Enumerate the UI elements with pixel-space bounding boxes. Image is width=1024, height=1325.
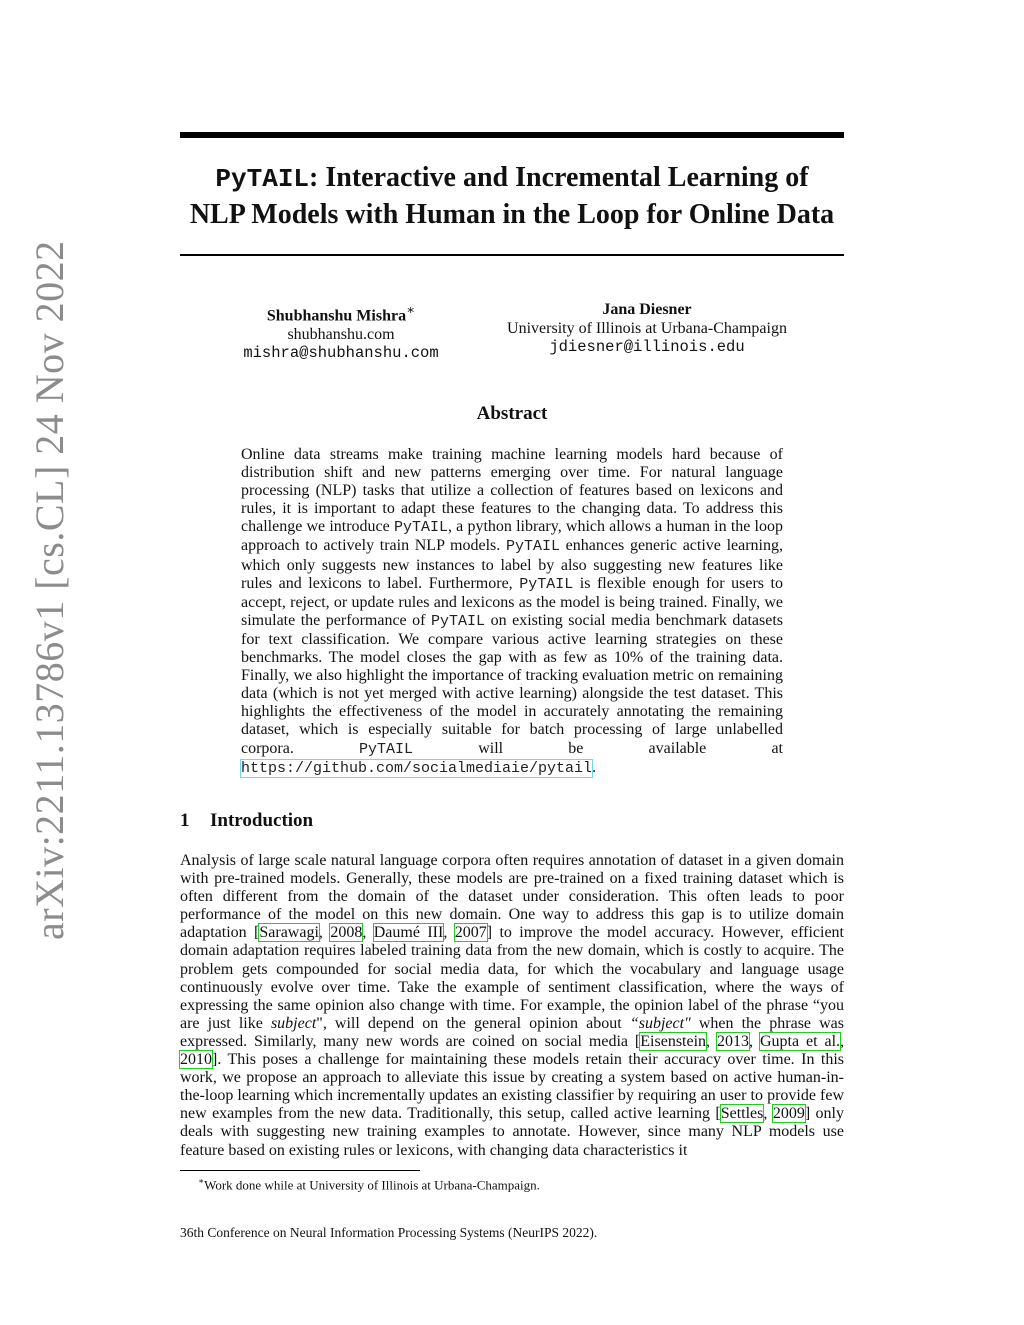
abstract-text: is flexible enough for users to accept, reject, or update rules and lexicons as the model is being trained. Finally, we simulate the performance of: [241, 574, 784, 629]
footnote: [198, 1176, 540, 1193]
abstract-heading: Abstract: [476, 403, 548, 424]
abstract-text: enhances generic active learning, which only suggests new instances to label by also suggesting new features like rules and lexicons to label. Furthermore,: [241, 537, 784, 592]
abstract-body: [241, 446, 783, 778]
intro-text: ] to improve the model accuracy. However, efficient domain adaptation requires labeled training data from the new domain, which is costly to acquire. The problem gets compounded for social media data, for which the vocabulary and language usage continuously evolve over time. Take the example of sentiment classification, where the ways of expressing the same opinion also change with time. For example, the opinion label of the phrase “you are just like: [180, 924, 844, 1032]
footnote-mark: ∗: [198, 1176, 205, 1186]
code-pytail: PyTAIL: [359, 740, 414, 758]
citation-link[interactable]: Daumé III: [373, 924, 444, 942]
title-line1: : Interactive and Incremental Learning of: [309, 162, 809, 193]
intro-text: Analysis of large scale natural language corpora often requires annotation of dataset in a given domain with pre-trained models. Generally, these models are pre-trained on a fixed training dataset which is often different from the domain of the dataset under consideration. This often leads to poor performance of the model on this new domain. One way to address this gap is to utilize domain adaptation [: [180, 852, 844, 942]
citation-link[interactable]: 2009: [772, 1105, 805, 1123]
author-email: jdiesner@illinois.edu: [549, 338, 745, 356]
intro-italic: “subject": [629, 1014, 691, 1032]
citation-link[interactable]: Sarawagi: [259, 924, 319, 942]
abstract-text: , a python library, which allows a human in the loop approach to actively train NLP models.: [241, 518, 783, 555]
section-number: 1: [180, 810, 190, 831]
footnote-rule: [180, 1170, 420, 1171]
title-line2: NLP Models with Human in the Loop for Online Data: [189, 199, 835, 230]
author-footnote-mark: ∗: [406, 302, 416, 317]
citation-link[interactable]: Settles: [720, 1105, 764, 1123]
author-name: Jana Diesner: [602, 301, 692, 318]
conference-note: 36th Conference on Neural Information Processing Systems (NeurIPS 2022).: [180, 1225, 598, 1240]
intro-text: ", will depend on the general opinion about: [316, 1014, 630, 1032]
citation-link[interactable]: 2007: [454, 924, 487, 942]
abstract-text: will be available at: [413, 739, 784, 757]
author-name: Shubhanshu Mishra: [266, 307, 407, 325]
intro-text: ] only deals with suggesting new training examples to annotate. However, since many NLP models use feature based on existing rules or lexicons, with changing data characteristics it: [180, 1105, 845, 1159]
paper-title: [150, 160, 874, 233]
title-rule-bottom: [180, 254, 844, 256]
author-affiliation: shubhanshu.com: [287, 326, 395, 344]
title-code: PyTAIL: [215, 164, 310, 194]
code-pytail: PyTAIL: [519, 575, 574, 593]
intro-text: ]. This poses a challenge for maintaining these models retain their accuracy over time. In this work, we propose an approach to alleviate this issue by creating a system based on active human-in-the-loop learning which incrementally updates an existing classifier by requiring an user to provide few new examples from the new data. Traditionally, this setup, called active learning [: [180, 1051, 844, 1123]
abstract-text: .: [592, 758, 597, 776]
citation-link[interactable]: Eisenstein: [640, 1032, 707, 1050]
title-rule-top: [180, 132, 844, 138]
section-title: Introduction: [210, 810, 314, 831]
author-block-2: [490, 300, 804, 357]
intro-italic: subject: [270, 1014, 317, 1032]
citation-link[interactable]: Gupta et al.: [759, 1032, 841, 1050]
author-email: mishra@shubhanshu.com: [243, 344, 439, 363]
github-link[interactable]: https://github.com/socialmediaie/pytail: [241, 759, 593, 777]
citation-link[interactable]: 2008: [330, 924, 363, 942]
code-pytail: PyTAIL: [431, 612, 486, 630]
citation-link[interactable]: 2013: [716, 1032, 749, 1050]
abstract-text: on existing social media benchmark datasets for text classification. We compare various active learning strategies on these benchmarks. The model closes the gap with as few as 10% of the training data. Finally, we also highlight the importance of tracking evaluation metric on remaining data (which is not yet merged with active learning) alongside the test dataset. This highlights the effectiveness of the model in accurately annotating the remaining dataset, which is especially suitable for batch processing of large unlabelled corpora.: [241, 611, 784, 757]
intro-text: when the phrase was expressed. Similarly, many new words are coined on social media [: [180, 1014, 845, 1050]
arxiv-identifier: arXiv:2211.13786v1 [cs.CL] 24 Nov 2022: [27, 240, 72, 940]
footnote-text: Work done while at University of Illinois at Urbana-Champaign.: [204, 1177, 540, 1193]
author-block-1: [210, 300, 472, 363]
code-pytail: PyTAIL: [393, 519, 448, 537]
introduction-body: Analysis of large scale natural language corpora often requires annotation of dataset in a given domain with pre-trained models. Generally, these models are pre-trained on a fixed training dataset which is often different from the domain of the dataset under consideration. This often leads to poor performance of the model on this new domain. One way to address this gap is to utilize domain adaptation [Sarawagi, 2008, Daumé III, 2007] to improve the model accuracy. However, efficient domain adaptation requires labeled training data from the new domain, which is costly to acquire. The problem gets compounded for social media data, for which the vocabulary and language usage continuously evolve over time. Take the example of sentiment classification, where the ways of expressing the same opinion also change with time. For example, the opinion label of the phrase “you are just like subject", will depend on the general opinion about “subject" when the phrase was expressed. Similarly, many new words are coined on social media [Eisenstein, 2013, Gupta et al., 2010]. This poses a challenge for maintaining these models retain their accuracy over time. In this work, we propose an approach to alleviate this issue by creating a system based on active human-in-the-loop learning which incrementally updates an existing classifier by requiring an user to provide few new examples from the new data. Traditionally, this setup, called active learning [Settles, 2009] only deals with suggesting new training examples to annotate. However, since many NLP models use feature based on existing rules or lexicons, with changing data characteristics it: [180, 852, 845, 1159]
section-heading-introduction: [180, 810, 313, 832]
author-affiliation: University of Illinois at Urbana-Champaign: [507, 320, 787, 337]
abstract-text: Online data streams make training machine learning models hard because of distribution shift and new patterns emerging over time. For natural language processing (NLP) tasks that utilize a collection of features based on lexicons and rules, it is important to adapt these features to the changing data. To address this challenge we introduce: [241, 446, 783, 536]
citation-link[interactable]: 2010: [180, 1051, 212, 1069]
code-pytail: PyTAIL: [505, 538, 560, 556]
